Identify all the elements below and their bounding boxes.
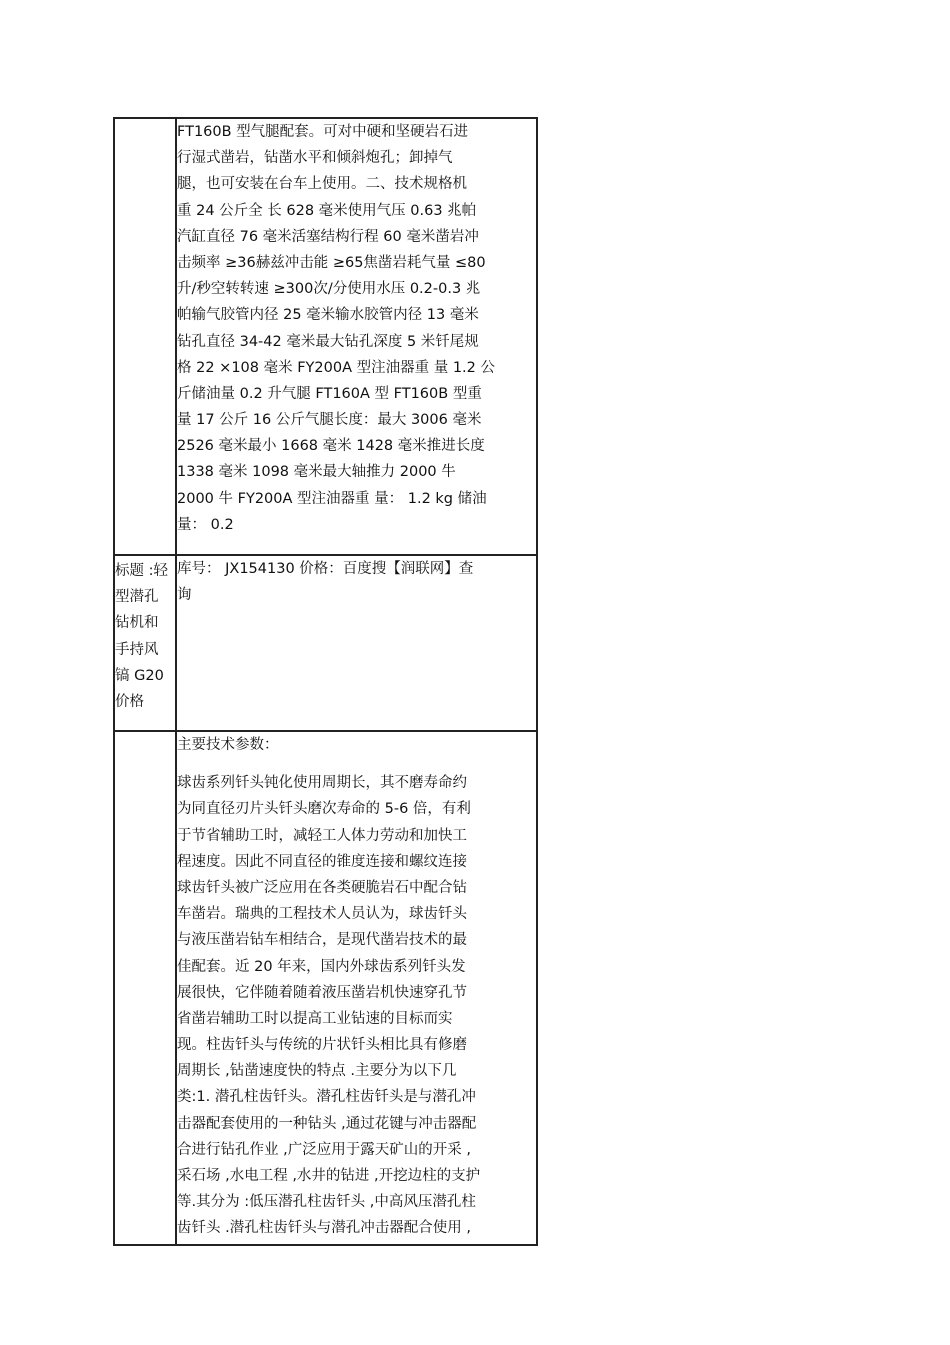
text-line: 询 (177, 587, 192, 604)
content-cell (177, 556, 536, 730)
text-line: 车凿岩。瑞典的工程技术人员认为，球齿钎头 (177, 906, 467, 923)
text-line: 升/秒空转转速 ≥300次/分使用水压 0.2-0.3 兆 (177, 281, 481, 298)
content-cell (177, 119, 536, 554)
text-line: 量 17 公斤 16 公斤气腿长度：最大 3006 毫米 (177, 412, 482, 429)
text-line: 合进行钻孔作业 ,广泛应用于露天矿山的开采 , (177, 1141, 471, 1158)
text-line: 钻孔直径 34-42 毫米最大钻孔深度 5 米钎尾规 (177, 333, 479, 350)
text-line: 佳配套。近 20 年来，国内外球齿系列钎头发 (177, 958, 466, 975)
label-line: 价格 (115, 693, 144, 710)
text-line: 类:1. 潜孔柱齿钎头。潜孔柱齿钎头是与潜孔冲 (177, 1089, 476, 1106)
text-line: 重 24 公斤全 长 628 毫米使用气压 0.63 兆帕 (177, 202, 477, 219)
text-line: 2000 牛 FY200A 型注油器重 量： 1.2 kg 储油 (177, 490, 487, 507)
paragraph-gap (177, 758, 536, 770)
text-line: 库号： JX154130 价格：百度搜【润联网】查 (177, 561, 474, 577)
label-line: 标题 :轻 (115, 563, 168, 579)
text-line: 1338 毫米 1098 毫米最大轴推力 2000 牛 (177, 464, 456, 481)
text-line: 于节省辅助工时，减轻工人体力劳动和加快工 (177, 827, 467, 844)
text-line: 展很快，它伴随着随着液压凿岩机快速穿孔节 (177, 984, 467, 1001)
label-line: 镐 G20 (115, 667, 164, 684)
row-label-cell (115, 556, 177, 730)
row-label-cell (115, 119, 177, 554)
text-line: 现。柱齿钎头与传统的片状钎头相比具有修磨 (177, 1037, 467, 1054)
text-line: 量： 0.2 (177, 516, 234, 533)
text-line: 击频率 ≥36赫兹冲击能 ≥65焦凿岩耗气量 ≤80 (177, 254, 486, 271)
text-line: 斤储油量 0.2 升气腿 FT160A 型 FT160B 型重 (177, 385, 482, 402)
text-line: 击器配套使用的一种钻头 ,通过花键与冲击器配 (177, 1115, 477, 1132)
text-line: 行湿式凿岩，钻凿水平和倾斜炮孔；卸掉气 (177, 150, 453, 167)
text-line: 2526 毫米最小 1668 毫米 1428 毫米推进长度 (177, 438, 485, 455)
text-line: 采石场 ,水电工程 ,水井的钻进 ,开挖边柱的支护 (177, 1168, 481, 1184)
text-line: 周期长 ,钻凿速度快的特点 .主要分为以下几 (177, 1063, 457, 1080)
text-line: FT160B 型气腿配套。可对中硬和坚硬岩石进 (177, 124, 469, 140)
document-table (113, 117, 538, 1246)
row-label-cell (115, 732, 177, 1244)
text-line: 等.其分为 :低压潜孔柱齿钎头 ,中高风压潜孔柱 (177, 1194, 476, 1211)
text-line: 球齿钎头被广泛应用在各类硬脆岩石中配合钻 (177, 879, 467, 896)
text-line: 格 22 ×108 毫米 FY200A 型注油器重 量 1.2 公 (177, 359, 496, 376)
text-line: 汽缸直径 76 毫米活塞结构行程 60 毫米凿岩冲 (177, 228, 479, 245)
label-line: 手持风 (115, 641, 159, 658)
text-line: 齿钎头 .潜孔柱齿钎头与潜孔冲击器配合使用 , (177, 1220, 471, 1237)
text-line: 省凿岩辅助工时以提高工业钻速的目标而实 (177, 1010, 453, 1027)
text-line: 为同直径刃片头钎头磨次寿命的 5-6 倍，有利 (177, 801, 471, 818)
label-line: 钻机和 (115, 615, 159, 632)
text-line: 球齿系列钎头钝化使用周期长，其不磨寿命约 (177, 775, 467, 792)
text-line: 腿，也可安装在台车上使用。二、技术规格机 (177, 176, 467, 193)
table-row (115, 556, 536, 732)
section-heading: 主要技术参数： (177, 737, 279, 753)
table-row (115, 119, 536, 556)
text-line: 程速度。因此不同直径的锥度连接和螺纹连接 (177, 853, 467, 870)
label-line: 型潜孔 (115, 589, 159, 606)
text-line: 帕输气胶管内径 25 毫米输水胶管内径 13 毫米 (177, 307, 479, 324)
text-line: 与液压凿岩钻车相结合，是现代凿岩技术的最 (177, 932, 467, 949)
content-cell (177, 732, 536, 1244)
table-row (115, 732, 536, 1244)
